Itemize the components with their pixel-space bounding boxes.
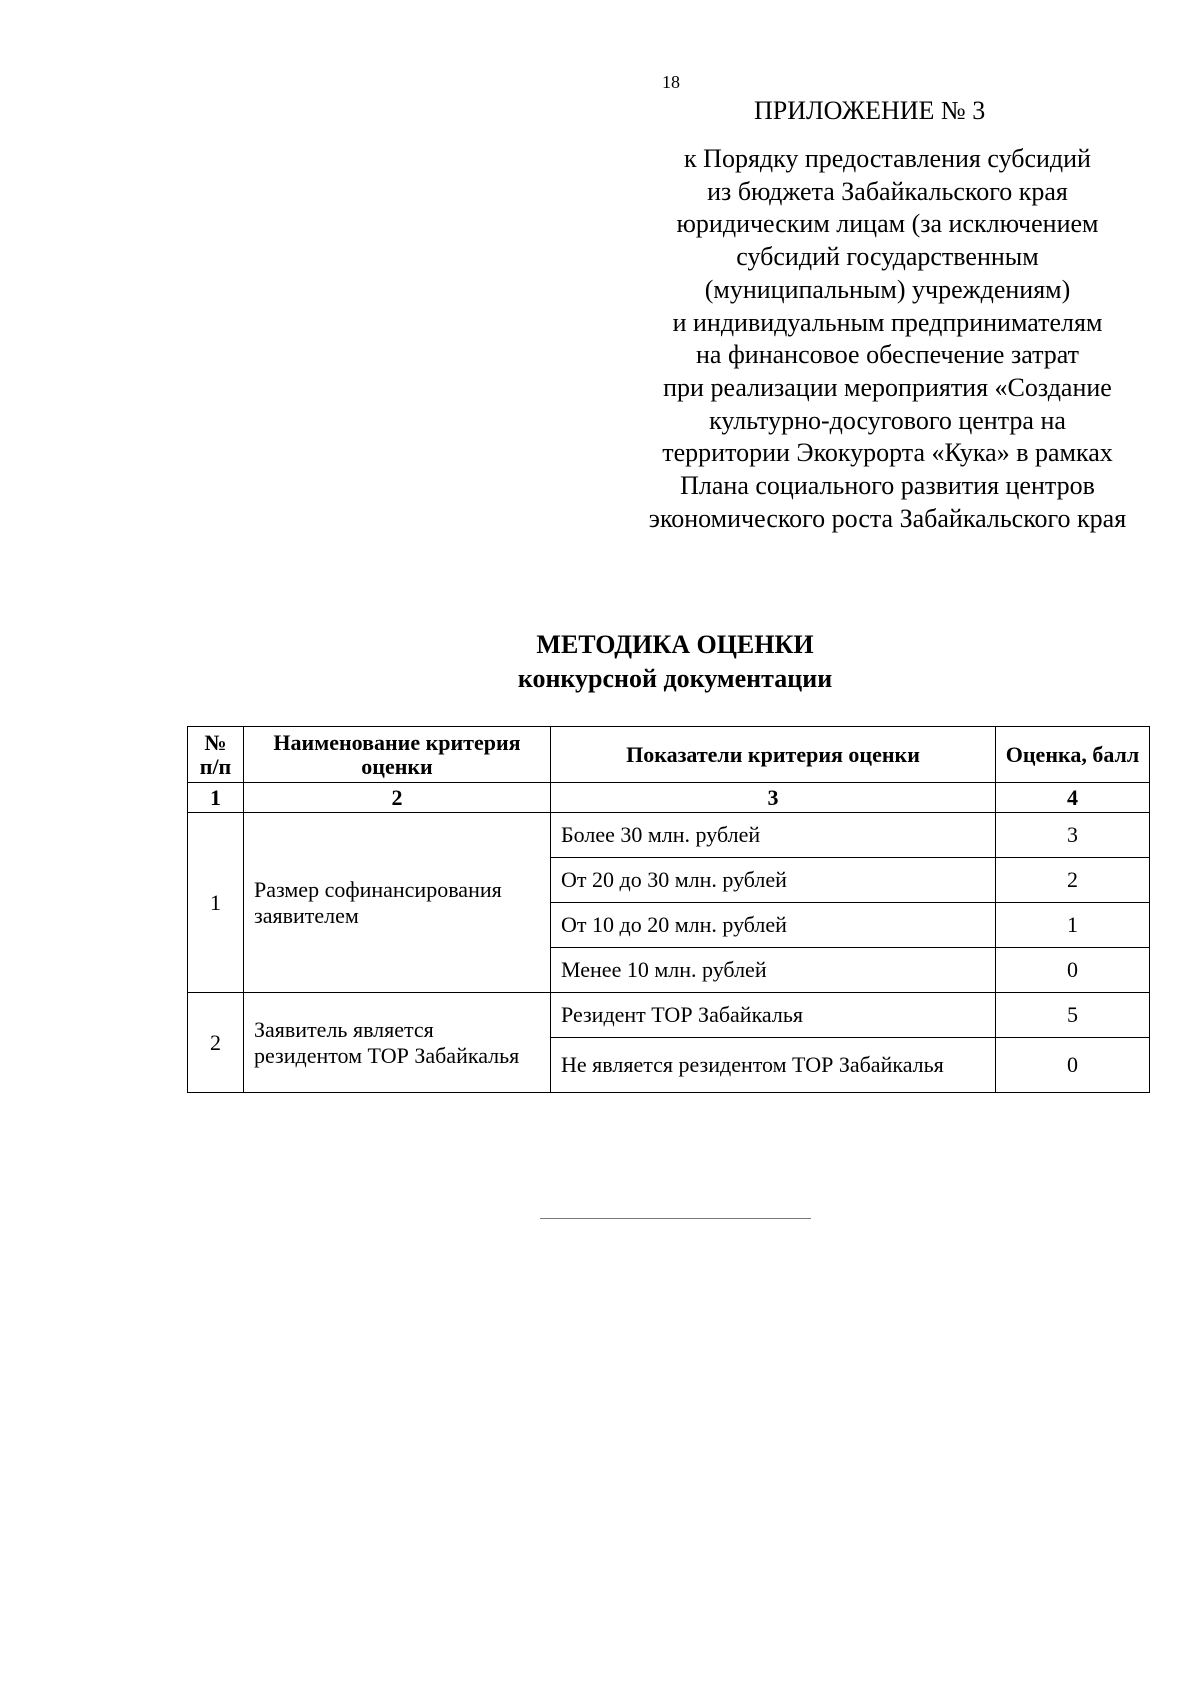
table-row bbox=[188, 813, 1150, 858]
score-cell: 5 bbox=[996, 993, 1150, 1038]
appendix-line: на финансовое обеспечение затрат bbox=[695, 340, 1080, 370]
document-subtitle: конкурсной документации bbox=[517, 664, 833, 693]
column-number: 2 bbox=[244, 783, 551, 813]
appendix-line: и индивидуальным предпринимателям bbox=[672, 307, 1103, 337]
column-number: 1 bbox=[188, 783, 244, 813]
column-number: 4 bbox=[996, 783, 1150, 813]
indicator-cell: От 10 до 20 млн. рублей bbox=[551, 903, 996, 948]
score-cell: 0 bbox=[996, 948, 1150, 993]
column-number: 3 bbox=[551, 783, 996, 813]
appendix-line: (муниципальным) учреждениям) bbox=[704, 274, 1071, 304]
appendix-line: юридическим лицам (за исключением bbox=[676, 209, 1099, 239]
indicator-cell: Не является резидентом ТОР Забайкалья bbox=[551, 1038, 996, 1093]
document-title: МЕТОДИКА ОЦЕНКИ bbox=[536, 630, 814, 659]
table-row bbox=[188, 993, 1150, 1038]
score-cell: 3 bbox=[996, 813, 1150, 858]
header-indicators: Показатели критерия оценки bbox=[551, 727, 996, 783]
criterion-name: Заявитель является резидентом ТОР Забайкалья bbox=[244, 993, 551, 1093]
score-cell: 2 bbox=[996, 858, 1150, 903]
closing-divider bbox=[540, 1218, 811, 1219]
appendix-line: из бюджета Забайкальского края bbox=[707, 176, 1068, 206]
header-score: Оценка, балл bbox=[996, 727, 1150, 783]
appendix-line: при реализации мероприятия «Создание bbox=[663, 372, 1112, 402]
appendix-text bbox=[595, 143, 1180, 535]
appendix-title: ПРИЛОЖЕНИЕ № 3 bbox=[754, 96, 986, 125]
evaluation-table bbox=[187, 726, 1150, 1093]
appendix-line: субсидий государственным bbox=[736, 242, 1039, 272]
indicator-cell: Менее 10 млн. рублей bbox=[551, 948, 996, 993]
indicator-cell: Резидент ТОР Забайкалья bbox=[551, 993, 996, 1038]
indicator-cell: Более 30 млн. рублей bbox=[551, 813, 996, 858]
appendix-line: экономического роста Забайкальского края bbox=[648, 503, 1127, 533]
appendix-line: территории Экокурорта «Кука» в рамках bbox=[662, 438, 1113, 468]
appendix-line: Плана социального развития центров bbox=[680, 471, 1095, 501]
header-criterion-name: Наименование критерия оценки bbox=[244, 727, 551, 783]
column-number-row bbox=[188, 783, 1150, 813]
criterion-number: 2 bbox=[188, 993, 244, 1093]
score-cell: 0 bbox=[996, 1038, 1150, 1093]
page-number: 18 bbox=[662, 72, 680, 92]
indicator-cell: От 20 до 30 млн. рублей bbox=[551, 858, 996, 903]
appendix-line: культурно-досугового центра на bbox=[709, 405, 1066, 435]
criterion-number: 1 bbox=[188, 813, 244, 993]
appendix-line: к Порядку предоставления субсидий bbox=[684, 144, 1091, 173]
score-cell: 1 bbox=[996, 903, 1150, 948]
criterion-name: Размер софинансирования заявителем bbox=[244, 813, 551, 993]
header-number: № п/п bbox=[188, 727, 244, 783]
table-header-row bbox=[188, 727, 1150, 783]
